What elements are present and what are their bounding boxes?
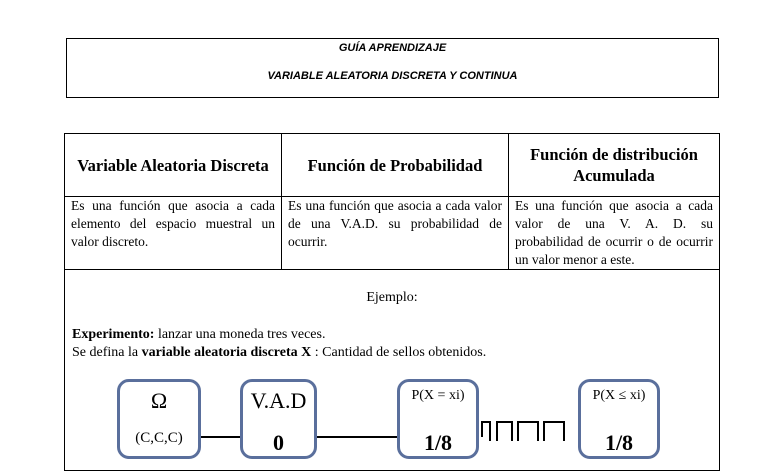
experiment-label: Experimento: [72,327,155,342]
vad-title: V.A.D [250,388,307,413]
vad-value: 0 [273,430,284,455]
header-vad: Variable Aleatoria Discreta [65,134,282,197]
bracket-2 [497,422,512,441]
guide-subtitle: VARIABLE ALEATORIA DISCRETA Y CONTINUA [267,70,518,82]
definition-probability-function: Es una función que asocia a cada valor de una V.A.D. su probabilidad de ocurrir. [282,197,509,270]
define-prefix: Se defina la [72,345,142,360]
header-cumulative-function: Función de distribución Acumulada [509,134,720,197]
define-variable: variable aleatoria discreta X [141,345,312,360]
definition-cumulative-function: Es una función que asocia a cada valor de una V. A. D. su probabilidad de ocurrir o de ocurrir un valor menor a este. [509,197,720,270]
sample-space-box [117,379,201,459]
definition-vad: Es una función que asocia a cada elemento del espacio muestral un valor discreto. [65,197,282,270]
header-probability-function: Función de Probabilidad [282,134,509,197]
vad-box [240,379,317,459]
sample-space-title: Ω [150,388,168,413]
bracket-4 [544,422,564,441]
sample-space-value: (C,C,C) [135,430,183,446]
experiment-text: lanzar una moneda tres veces. [154,327,326,342]
cumulative-title: P(X ≤ xi) [592,388,646,403]
probability-title: P(X = xi) [411,388,465,403]
bracket-1 [482,422,490,441]
probability-box [397,379,479,459]
define-suffix: : Cantidad de sellos obtenidos. [311,345,487,360]
bracket-3 [518,422,538,441]
probability-value: 1/8 [423,430,453,455]
cumulative-value: 1/8 [604,430,634,455]
cumulative-box [578,379,660,459]
guide-title: GUÍA APRENDIZAJE [338,42,447,54]
example-title: Ejemplo: [366,290,418,305]
